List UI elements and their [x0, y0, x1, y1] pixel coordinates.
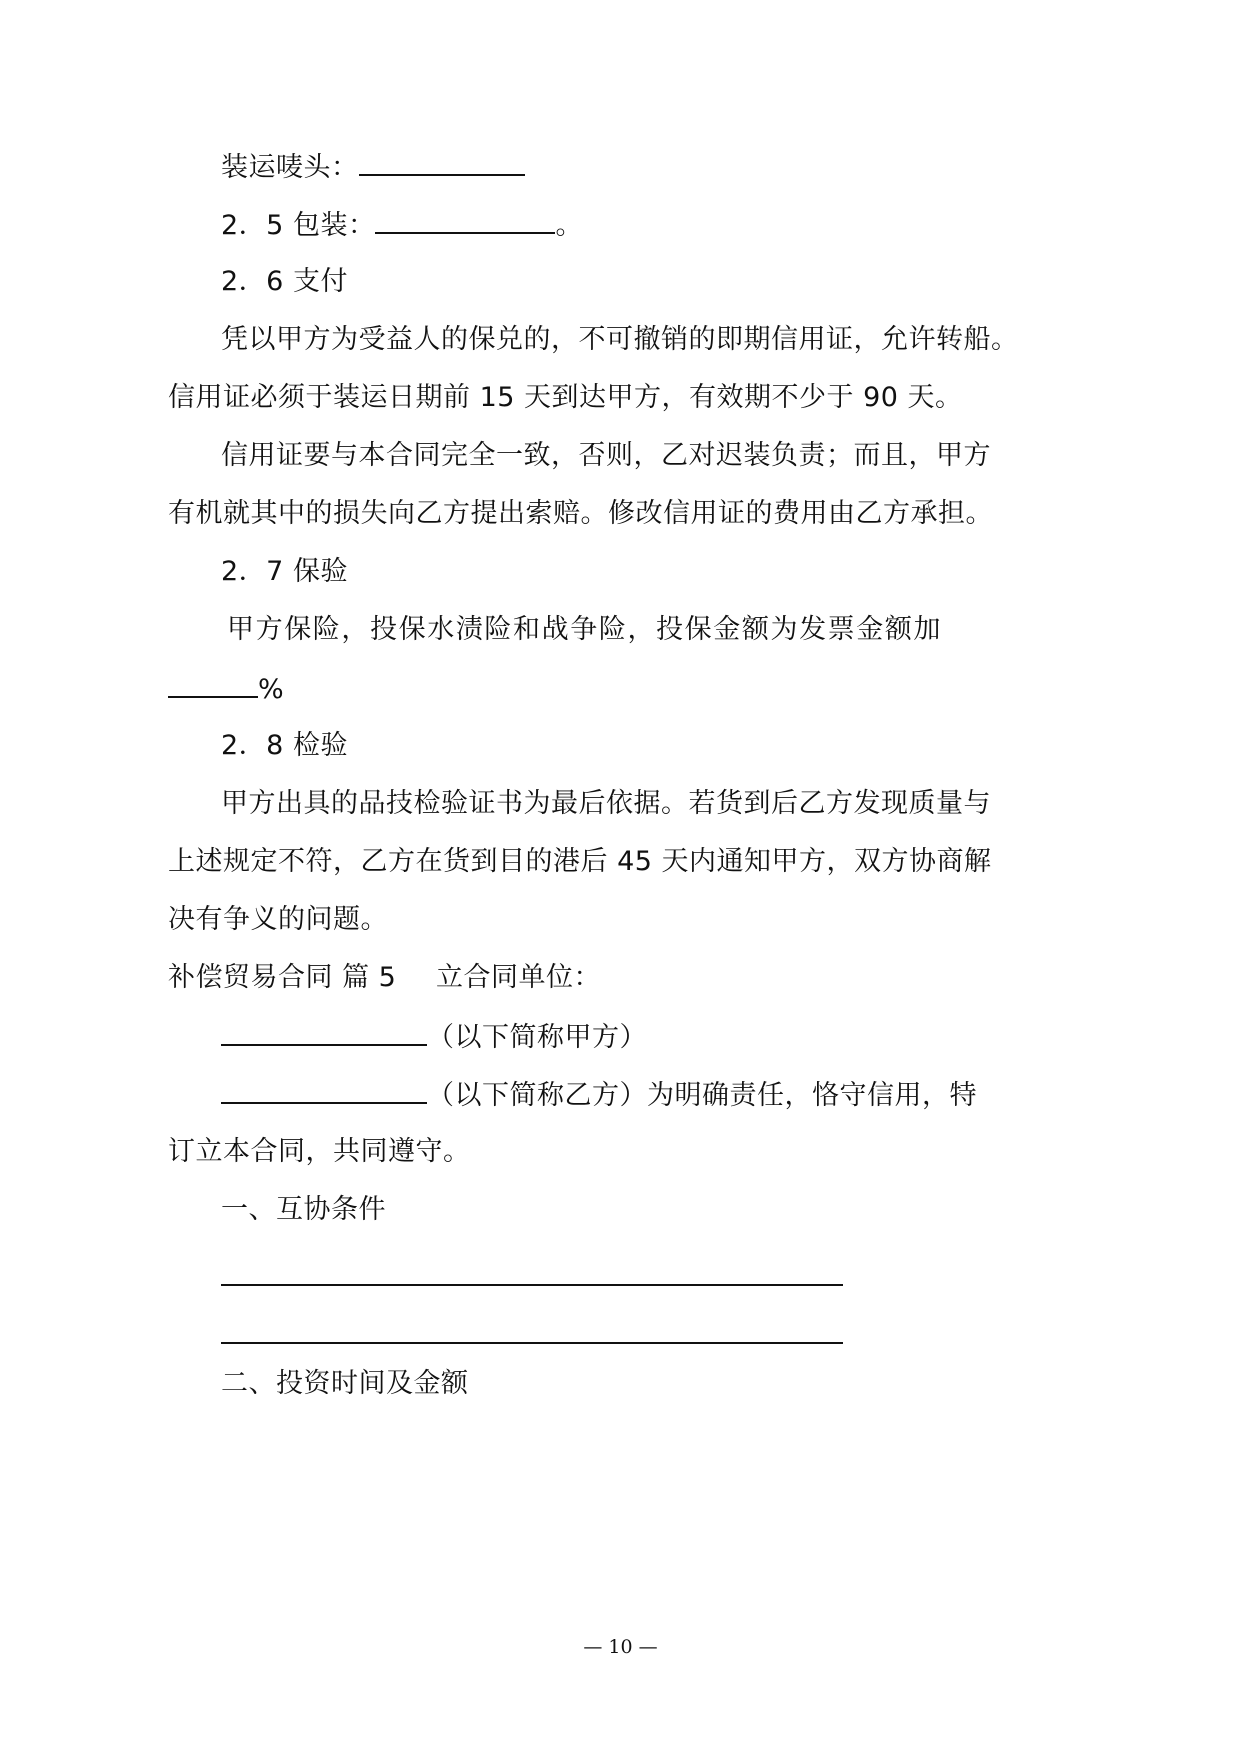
- section-1-blank-line-2: [221, 1316, 843, 1354]
- section-1-heading: 一、互协条件: [221, 1194, 386, 1225]
- section-2-heading: 二、投资时间及金额: [221, 1368, 469, 1399]
- payment-paragraph-line-1: 凭以甲方为受益人的保兑的，不可撤销的即期信用证，允许转船。: [221, 324, 1019, 355]
- fill-in-rule: [221, 1258, 843, 1286]
- party-a-note: （以下简称甲方）: [427, 1022, 647, 1053]
- packing-period: 。: [555, 210, 583, 241]
- contracting-parties-label: 立合同单位：: [436, 962, 601, 993]
- party-a-line: [221, 1018, 647, 1056]
- party-b-note: （以下简称乙方）为明确责任，恪守信用，特: [427, 1080, 977, 1111]
- section-2-6-heading: 2．6 支付: [221, 266, 348, 297]
- packing-label: 2．5 包装：: [221, 210, 376, 241]
- section-1-blank-line-1: [221, 1258, 843, 1296]
- shipping-mark-line: [221, 148, 525, 186]
- section-2-8-heading: 2．8 检验: [221, 730, 348, 761]
- lc-paragraph-line-1: 信用证要与本合同完全一致，否则，乙对迟装负责；而且，甲方: [221, 440, 991, 471]
- insurance-percent-blank: [168, 670, 258, 698]
- party-b-blank: [221, 1076, 427, 1104]
- packing-line: [221, 206, 583, 244]
- party-a-blank: [221, 1018, 427, 1046]
- inspection-paragraph-line-3: 决有争义的问题。: [168, 904, 388, 935]
- insurance-paragraph-line-2: [168, 670, 284, 708]
- shipping-mark-blank: [359, 148, 525, 176]
- inspection-paragraph-line-1: 甲方出具的品技检验证书为最后依据。若货到后乙方发现质量与: [221, 788, 991, 819]
- contract-title: 补偿贸易合同 篇 5: [168, 962, 397, 993]
- insurance-paragraph-line-1: 甲方保险，投保水渍险和战争险，投保金额为发票金额加: [227, 614, 941, 645]
- section-2-7-heading: 2．7 保验: [221, 556, 348, 587]
- payment-paragraph-line-2: 信用证必须于装运日期前 15 天到达甲方，有效期不少于 90 天。: [168, 382, 963, 413]
- fill-in-rule: [221, 1316, 843, 1344]
- packing-blank: [375, 206, 555, 234]
- shipping-mark-label: 装运唛头：: [221, 152, 359, 183]
- preamble-line-2: 订立本合同，共同遵守。: [168, 1136, 471, 1167]
- inspection-paragraph-line-2: 上述规定不符，乙方在货到目的港后 45 天内通知甲方，双方协商解: [168, 846, 992, 877]
- lc-paragraph-line-2: 有机就其中的损失向乙方提出索赔。修改信用证的费用由乙方承担。: [168, 498, 993, 529]
- page-number: — 10 —: [583, 1636, 658, 1658]
- percent-sign: %: [258, 674, 285, 705]
- party-b-line: [221, 1076, 977, 1114]
